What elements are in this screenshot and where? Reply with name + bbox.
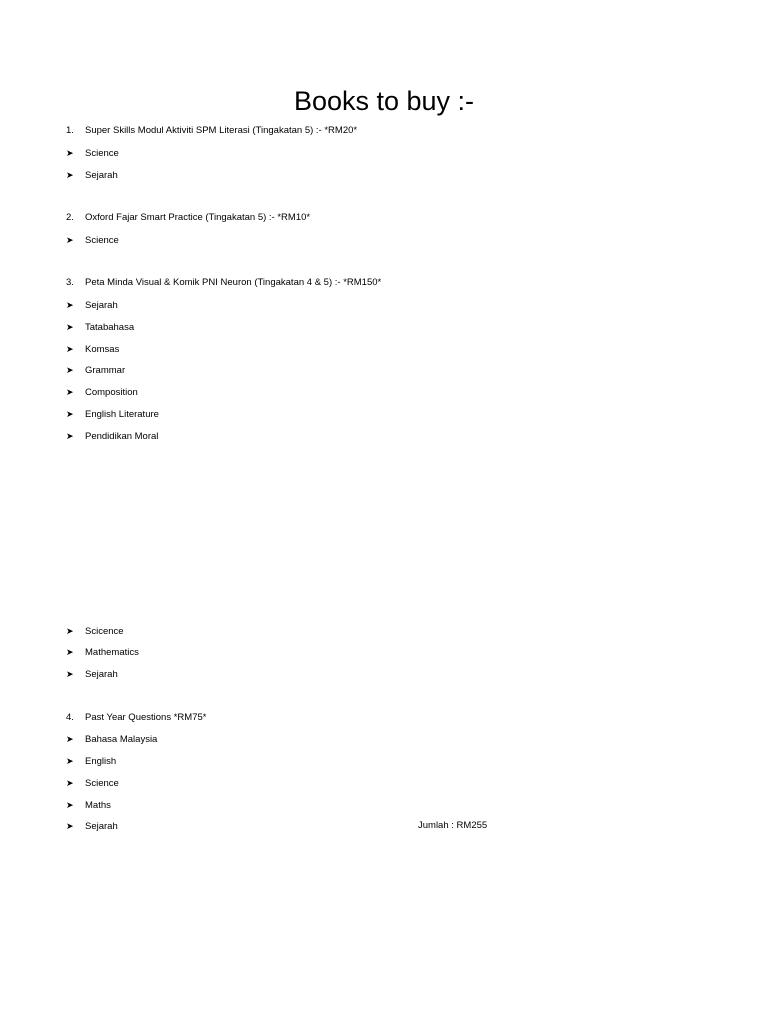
- section-title: Peta Minda Visual & Komik PNI Neuron (Tingakatan 4 & 5) :- *RM150*: [85, 277, 382, 288]
- list-item: ➤ Science: [66, 145, 119, 161]
- section-number: 1.: [66, 125, 74, 136]
- list-item: ➤ Science: [66, 232, 119, 248]
- section-number: 2.: [66, 212, 74, 223]
- list-item: ➤ Sejarah: [66, 167, 118, 183]
- arrow-bullet-icon: ➤: [66, 148, 74, 158]
- list-item: ➤ Composition: [66, 384, 138, 400]
- list-item: ➤ Tatabahasa: [66, 319, 134, 335]
- list-item: ➤ Pendidikan Moral: [66, 428, 158, 444]
- arrow-bullet-icon: ➤: [66, 235, 74, 245]
- arrow-bullet-icon: ➤: [66, 669, 74, 679]
- section-2-heading: [66, 210, 310, 226]
- list-item: ➤ Sejarah: [66, 297, 118, 313]
- list-item: ➤ Maths: [66, 797, 111, 813]
- section-title: Oxford Fajar Smart Practice (Tingakatan 5) :- *RM10*: [85, 212, 311, 223]
- arrow-bullet-icon: ➤: [66, 365, 74, 375]
- arrow-bullet-icon: ➤: [66, 647, 74, 657]
- arrow-bullet-icon: ➤: [66, 756, 74, 766]
- list-item: ➤ Komsas: [66, 341, 119, 357]
- list-item: ➤ Bahasa Malaysia: [66, 731, 157, 747]
- arrow-bullet-icon: ➤: [66, 300, 74, 310]
- arrow-bullet-icon: ➤: [66, 344, 74, 354]
- list-item: ➤ Grammar: [66, 362, 125, 378]
- section-title: Super Skills Modul Aktiviti SPM Literasi (Tingakatan 5) :- *RM20*: [85, 125, 358, 136]
- section-number: 3.: [66, 277, 74, 288]
- arrow-bullet-icon: ➤: [66, 626, 74, 636]
- section-1-heading: [66, 123, 357, 139]
- list-item: ➤ English: [66, 753, 116, 769]
- arrow-bullet-icon: ➤: [66, 387, 74, 397]
- list-item: ➤ Sejarah: [66, 666, 118, 682]
- list-item: ➤ Scicence: [66, 623, 124, 639]
- arrow-bullet-icon: ➤: [66, 778, 74, 788]
- list-item: ➤ Mathematics: [66, 644, 139, 660]
- total-amount: Jumlah : RM255: [418, 820, 488, 831]
- arrow-bullet-icon: ➤: [66, 322, 74, 332]
- arrow-bullet-icon: ➤: [66, 409, 74, 419]
- section-3-heading: [66, 275, 381, 291]
- list-item: ➤ Science: [66, 775, 119, 791]
- list-item: ➤ Sejarah: [66, 818, 118, 834]
- section-4-heading: [66, 710, 206, 726]
- arrow-bullet-icon: ➤: [66, 170, 74, 180]
- arrow-bullet-icon: ➤: [66, 431, 74, 441]
- arrow-bullet-icon: ➤: [66, 821, 74, 831]
- list-item: ➤ English Literature: [66, 406, 159, 422]
- section-title: Past Year Questions *RM75*: [85, 712, 207, 723]
- arrow-bullet-icon: ➤: [66, 800, 74, 810]
- section-number: 4.: [66, 712, 74, 723]
- arrow-bullet-icon: ➤: [66, 734, 74, 744]
- page-title: Books to buy :-: [293, 86, 475, 116]
